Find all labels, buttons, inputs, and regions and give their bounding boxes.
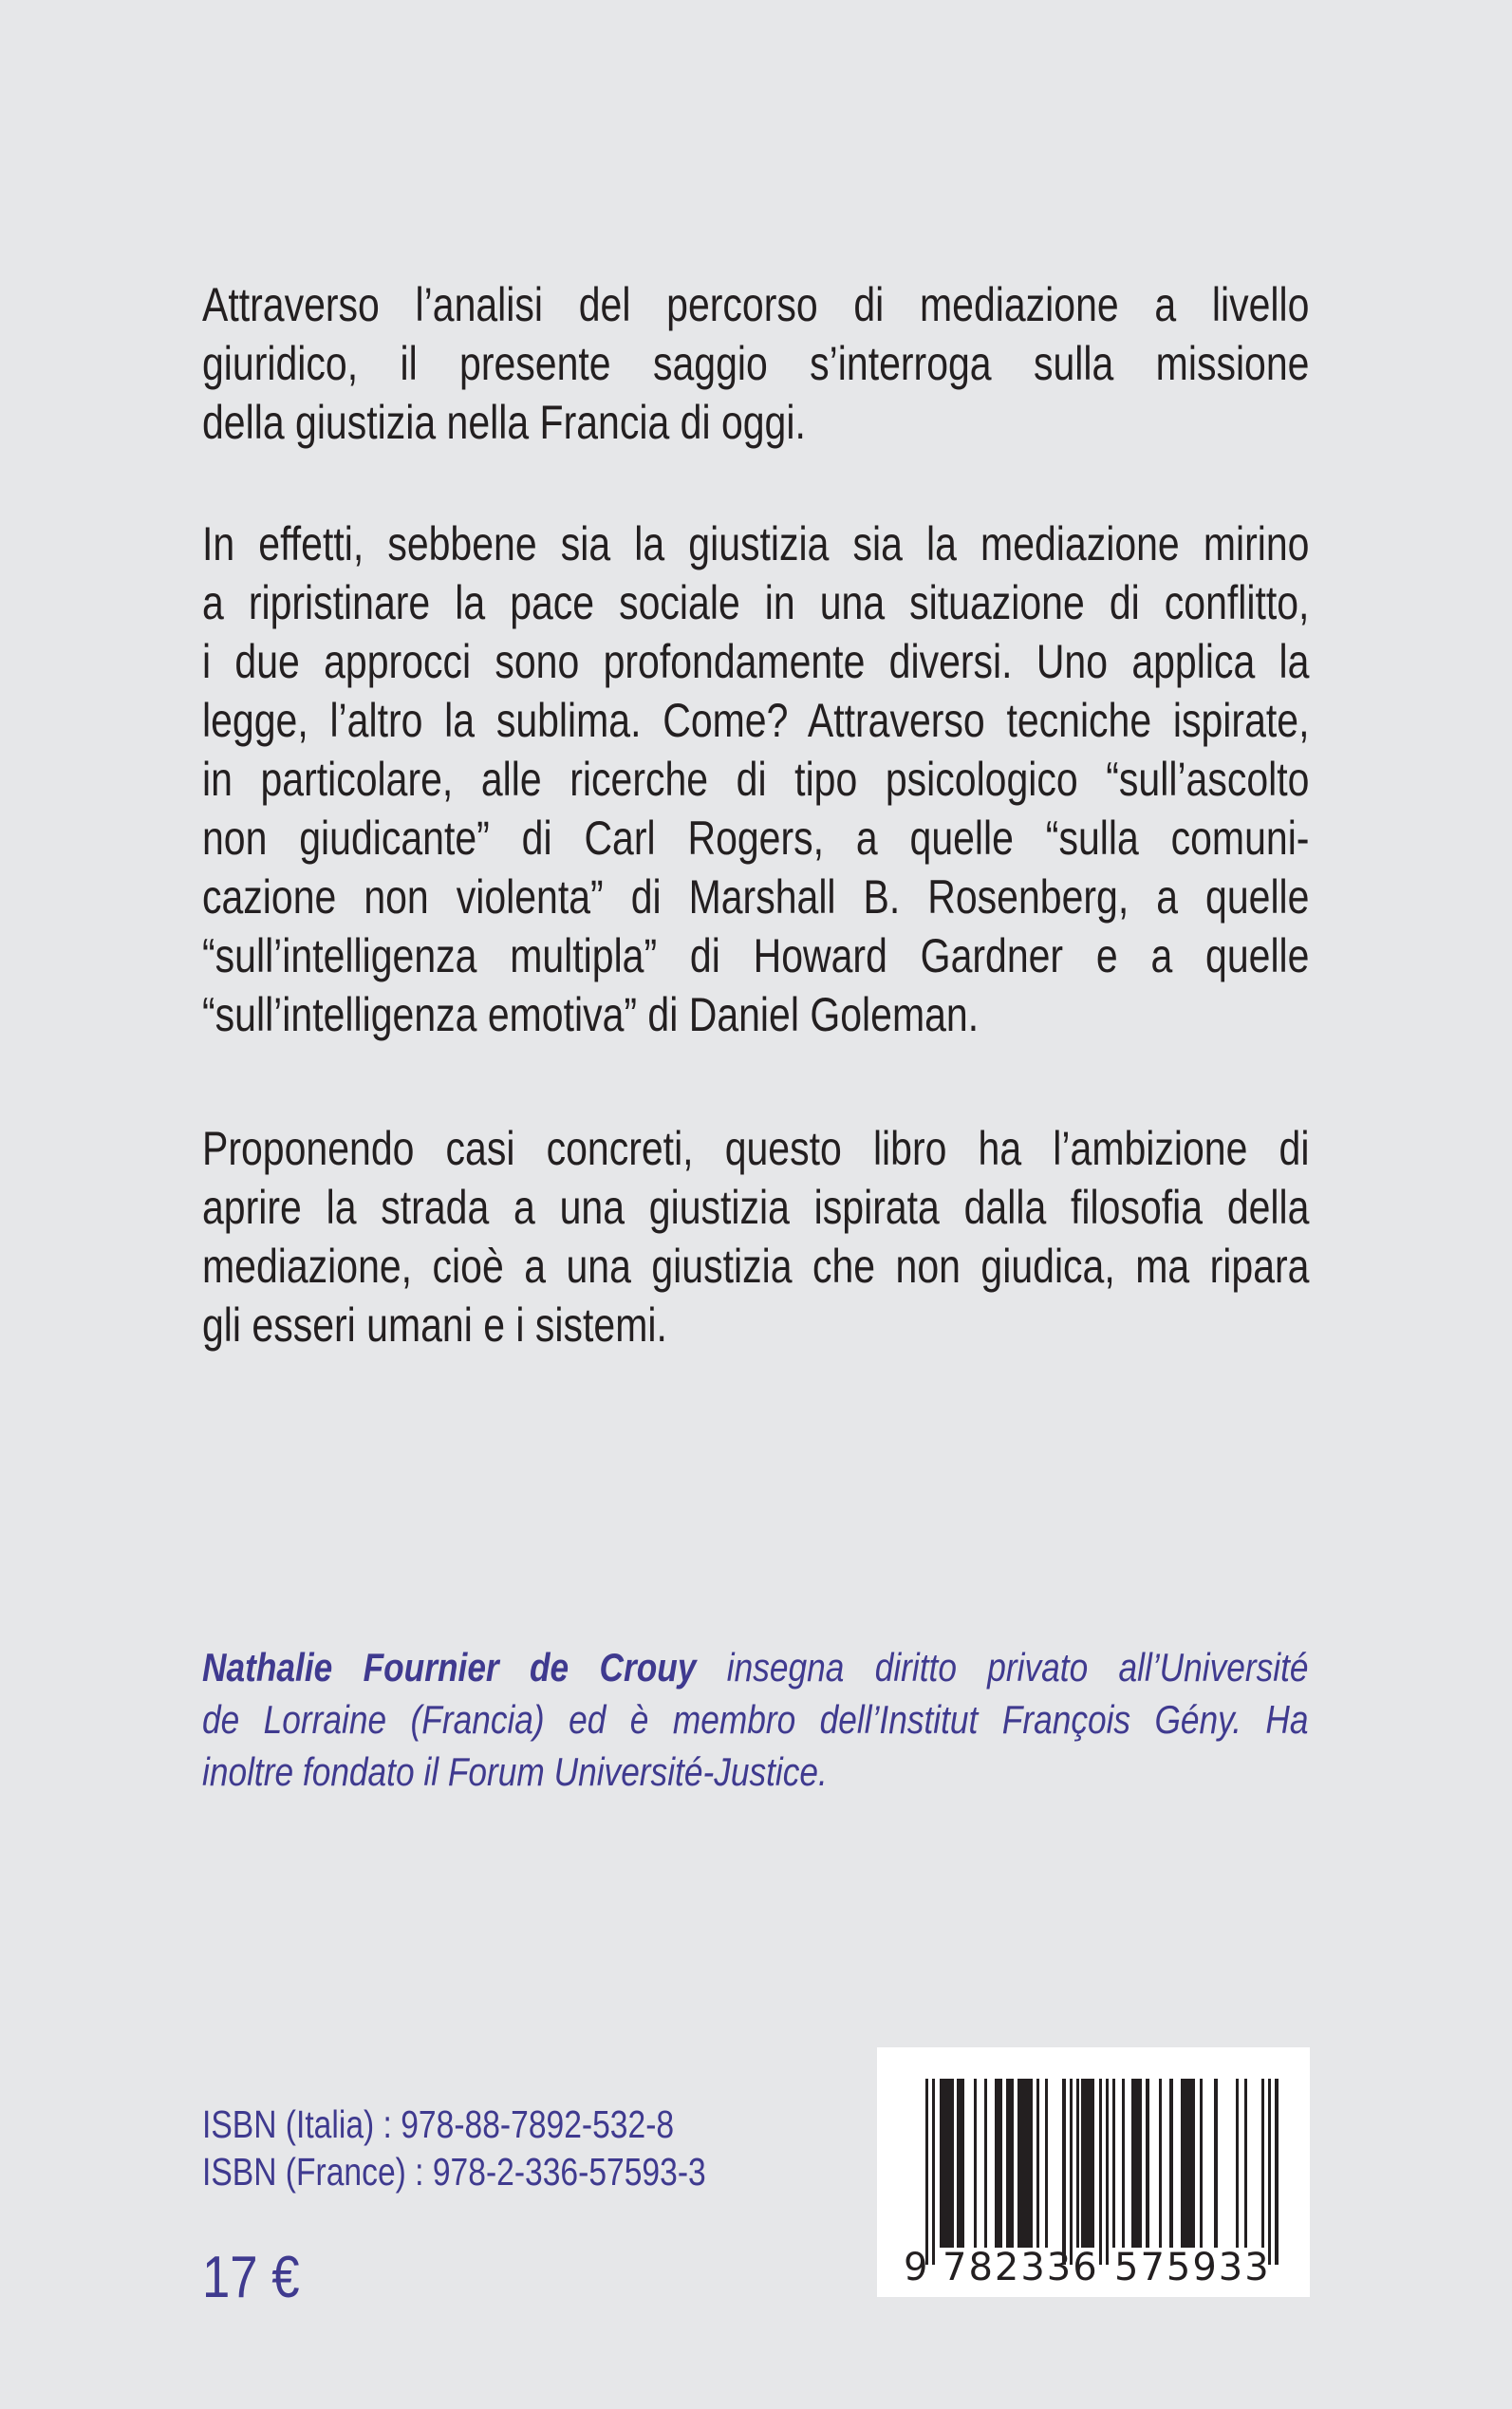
text-line: mediazione, cioè a una giustizia che non giudica, ma ripara [202,1240,1310,1293]
text-line: gli esseri umani e i sistemi. [202,1298,667,1352]
text-line: “sull’intelligenza emotiva” di Daniel Goleman. [202,988,980,1041]
barcode-bars-icon [877,2047,1310,2297]
text-line: “sull’intelligenza multipla” di Howard Gardner e a quelle [202,929,1310,982]
barcode-digits-right: 575933 [1114,2246,1271,2289]
author-bio-text: de Lorraine (Francia) ed è membro dell’Institut François Gény. Ha [202,1697,1309,1742]
author-name: Nathalie Fournier de Crouy [202,1645,697,1690]
text-line: a ripristinare la pace sociale in una situazione di conflitto, [202,576,1310,629]
author-bio-text: insegna diritto privato all’Université [696,1645,1309,1690]
text-line: della giustizia nella Francia di oggi. [202,396,806,449]
text-line: giuridico, il presente saggio s’interroga sulla missione [202,337,1310,390]
text-line: Attraverso l’analisi del percorso di mediazione a livello [202,278,1310,331]
isbn-italia: ISBN (Italia) : 978-88-7892-532-8 [202,2102,675,2146]
text-line: in particolare, alle ricerche di tipo psicologico “sull’ascolto [202,753,1310,806]
barcode [877,2047,1310,2297]
author-bio-text: inoltre fondato il Forum Université-Justice. [202,1749,828,1794]
price: 17 € [202,2245,300,2310]
isbn-france: ISBN (France) : 978-2-336-57593-3 [202,2150,706,2194]
barcode-digit-first: 9 [904,2246,928,2289]
text-line: In effetti, sebbene sia la giustizia sia la mediazione mirino [202,517,1310,570]
text-line: i due approcci sono profondamente diversi. Uno applica la [202,635,1310,688]
text-line: non giudicante” di Carl Rogers, a quelle “sulla comuni- [202,812,1310,865]
text-line: legge, l’altro la sublima. Come? Attraverso tecniche ispirate, [202,694,1310,747]
barcode-digits-left: 782336 [943,2246,1099,2289]
text-line: aprire la strada a una giustizia ispirata dalla filosofia della [202,1181,1310,1234]
text-line: Proponendo casi concreti, questo libro ha l’ambizione di [202,1122,1310,1175]
text-line: cazione non violenta” di Marshall B. Rosenberg, a quelle [202,870,1310,924]
